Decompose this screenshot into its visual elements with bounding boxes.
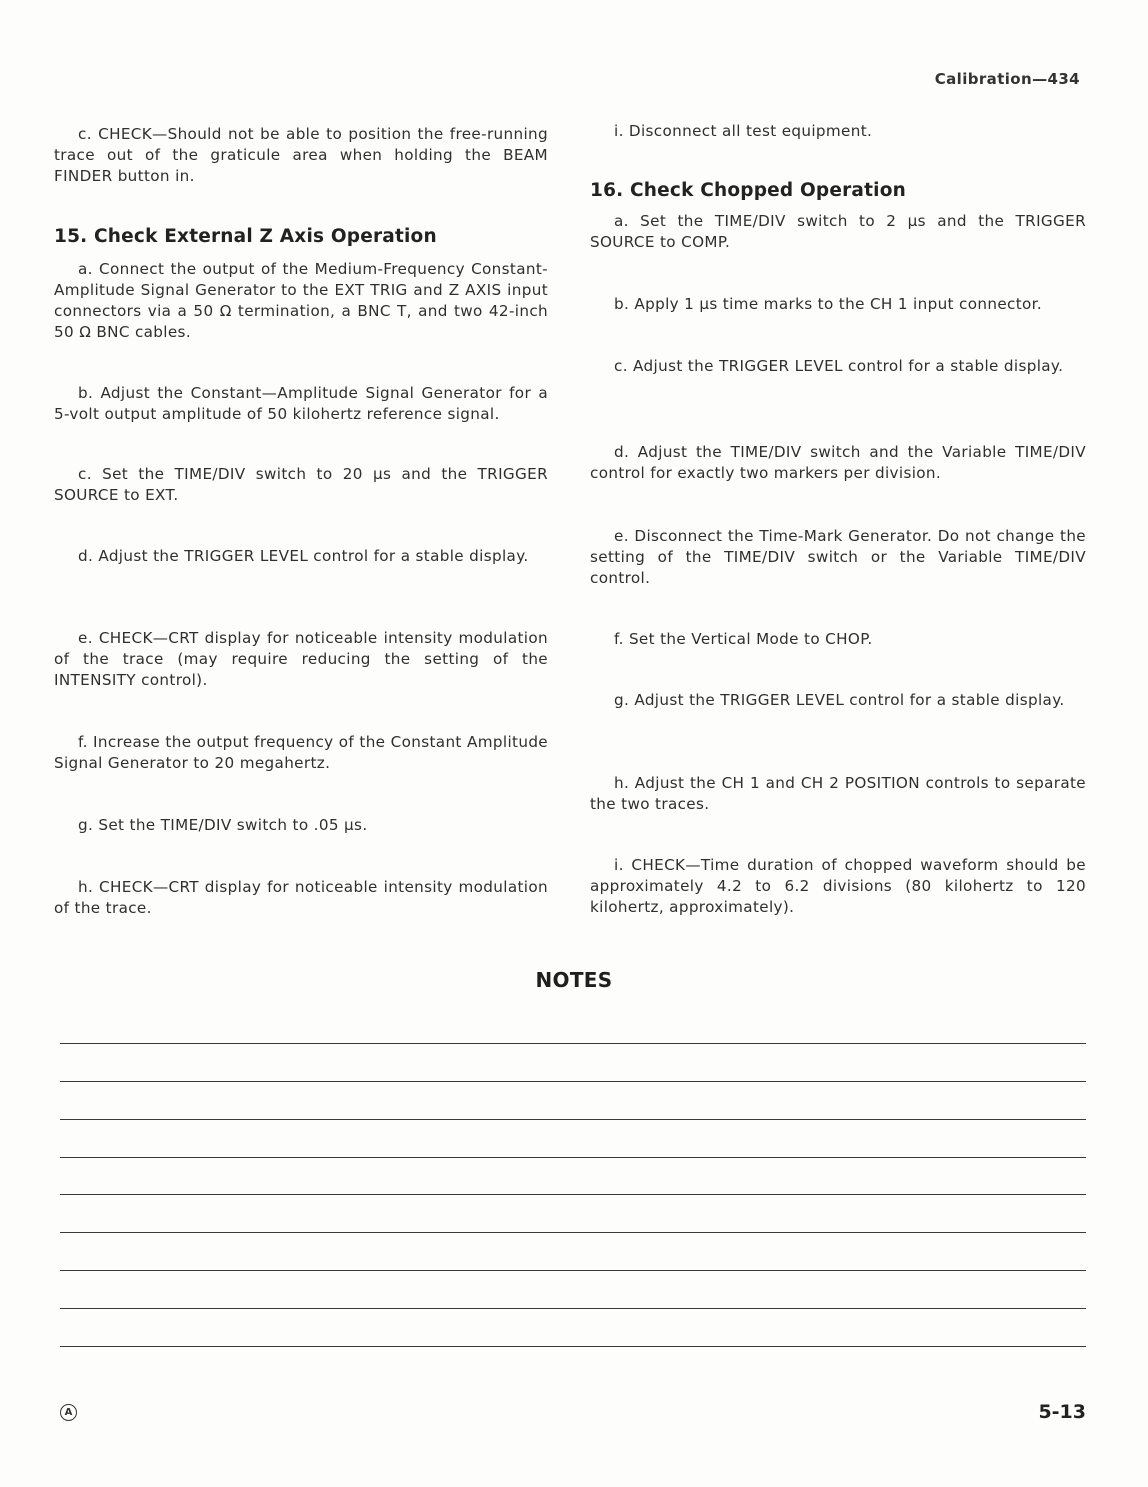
step-15d: d. Adjust the TRIGGER LEVEL control for a stable display. [78, 547, 529, 565]
notes-line [60, 1194, 1086, 1195]
running-header: Calibration—434 [934, 70, 1080, 88]
step-16a: a. Set the TIME/DIV switch to 2 μs and the TRIGGER SOURCE to COMP. [590, 212, 1086, 251]
step-16f: f. Set the Vertical Mode to CHOP. [614, 630, 873, 648]
notes-line [60, 1270, 1086, 1271]
notes-title: NOTES [535, 968, 613, 992]
notes-line [60, 1043, 1086, 1044]
step-16c: c. Adjust the TRIGGER LEVEL control for a stable display. [614, 357, 1064, 375]
step-15b: b. Adjust the Constant—Amplitude Signal Generator for a 5-volt output amplitude of 50 kilohertz reference signal. [54, 384, 548, 423]
step-15a: a. Connect the output of the Medium-Frequency Constant-Amplitude Signal Generator to the EXT TRIG and Z AXIS input connectors via a 50 Ω termination, a BNC T, and two 42-inch 50 Ω BNC cables. [54, 260, 548, 341]
notes-line [60, 1308, 1086, 1309]
step-15c: c. Set the TIME/DIV switch to 20 μs and the TRIGGER SOURCE to EXT. [54, 465, 548, 504]
notes-line [60, 1157, 1086, 1158]
notes-line [60, 1346, 1086, 1347]
step-15f: f. Increase the output frequency of the Constant Amplitude Signal Generator to 20 megahertz. [54, 733, 548, 772]
step-16e: e. Disconnect the Time-Mark Generator. Do not change the setting of the TIME/DIV switch or the Variable TIME/DIV control. [590, 527, 1086, 587]
step-16i: i. CHECK—Time duration of chopped waveform should be approximately 4.2 to 6.2 divisions (80 kilohertz to 120 kilohertz, approximately). [590, 856, 1086, 916]
step-16g: g. Adjust the TRIGGER LEVEL control for a stable display. [614, 691, 1065, 709]
notes-line [60, 1081, 1086, 1082]
section-16-heading: 16. Check Chopped Operation [590, 180, 906, 201]
step-15g: g. Set the TIME/DIV switch to .05 μs. [78, 816, 368, 834]
revision-mark-icon: A [60, 1404, 77, 1421]
step-15e: e. CHECK—CRT display for noticeable intensity modulation of the trace (may require reducing the setting of the INTENSITY control). [54, 629, 548, 689]
step-15i: i. Disconnect all test equipment. [614, 122, 873, 140]
step-15h: h. CHECK—CRT display for noticeable intensity modulation of the trace. [54, 878, 548, 917]
notes-line [60, 1119, 1086, 1120]
section-15-heading: 15. Check External Z Axis Operation [54, 226, 437, 247]
step-16b: b. Apply 1 μs time marks to the CH 1 input connector. [614, 295, 1043, 313]
page-number: 5-13 [1038, 1401, 1086, 1423]
step-16d: d. Adjust the TIME/DIV switch and the Variable TIME/DIV control for exactly two markers per division. [590, 443, 1086, 482]
step-14c: c. CHECK—Should not be able to position the free-running trace out of the graticule area when holding the BEAM FINDER button in. [54, 125, 548, 185]
notes-line [60, 1232, 1086, 1233]
step-16h: h. Adjust the CH 1 and CH 2 POSITION controls to separate the two traces. [590, 774, 1086, 813]
